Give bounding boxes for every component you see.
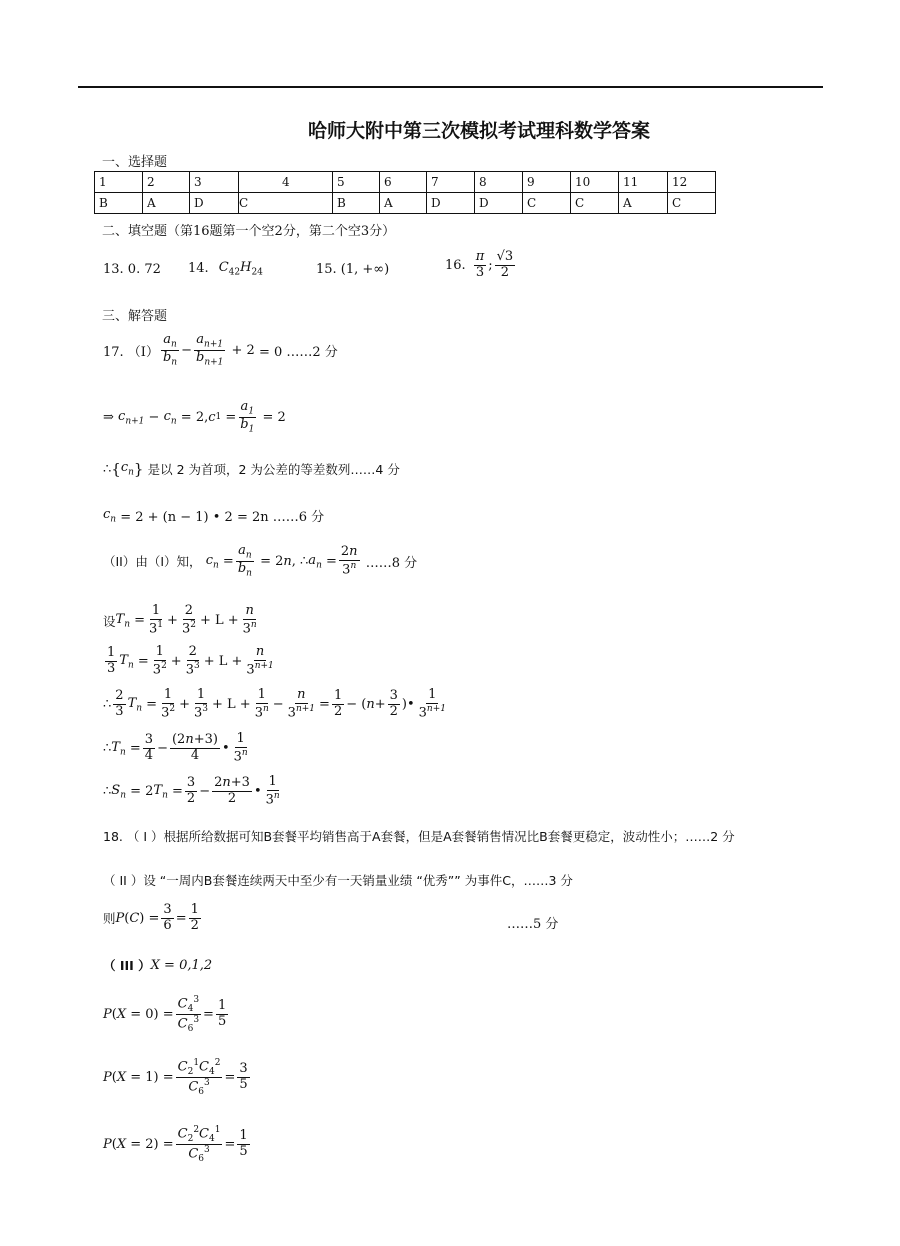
fill-answer-15: 15. (1, +∞) — [316, 262, 390, 277]
table-cell: D — [475, 193, 523, 214]
table-cell: B — [333, 193, 380, 214]
table-cell: 3 — [190, 172, 239, 193]
table-cell: 1 — [95, 172, 143, 193]
q17-line-3: ∴ { $c_n$ } 是以 2 为首项，2 为公差的等差数列……4 分 — [103, 460, 400, 478]
q17-set-label: 设 — [103, 613, 116, 629]
fill-answer-16: 16. $\frac{\pi}{3}$ ; $\frac{√3}{2}$ — [445, 249, 514, 280]
q18-then-label: 则 — [103, 911, 116, 927]
section-solution-heading: 三、解答题 — [102, 309, 168, 324]
table-cell: 12 — [668, 172, 716, 193]
table-cell: A — [143, 193, 190, 214]
table-cell: C — [668, 193, 716, 214]
table-cell: D — [190, 193, 239, 214]
table-cell: 10 — [571, 172, 619, 193]
q17-line-10: ∴ $S_n$ = 2 $T_n$ = $\frac{3}{2}$ − $\frac{2n+3}{2}$ • $\frac{1}{3^n}$ — [103, 774, 280, 808]
q17-line-5: （II）由（I）知， $c_n$ = $\frac{a_n}{b_n}$ = 2 n , ∴ $a_n$ = $\frac{2n}{3^n}$ ……8 分 — [103, 543, 418, 579]
section-choice-heading: 一、选择题 — [102, 155, 168, 170]
q17-line-9: ∴ $T_n$ = $\frac{3}{4}$ − $\frac{(2n+3)}{4}$ • $\frac{1}{3^n}$ — [103, 731, 248, 765]
q18-p-x2: P ( X = 2) = $\frac{C_2^2C_4^1}{C_6^3}$ = $\frac{1}{5}$ — [103, 1125, 248, 1165]
section-fill-heading: 二、填空题（第16题第一个空2分，第二个空3分） — [102, 224, 396, 239]
q18-score-5: ……5 分 — [507, 917, 559, 932]
top-rule — [78, 86, 823, 88]
table-cell: D — [427, 193, 475, 214]
choice-answer-table — [94, 171, 716, 214]
q17-line-4: $c_n$ = 2 + (n − 1) • 2 = 2n ……6 分 — [103, 506, 325, 525]
choice-number-row — [95, 172, 716, 193]
q17-line-7: $\frac{1}{3}$ $T_n$ = $\frac{1}{3^2}$ + $\frac{2}{3^3}$ + L + $\frac{n}{3^{n+1}}$ — [107, 644, 274, 678]
q18-part2: （ II ）设 “一周内B套餐连续两天中至少有一天销量业绩 “优秀”” 为事件C，……3 分 — [103, 873, 573, 888]
fill-answer-13: 13. 0. 72 — [103, 262, 161, 277]
table-cell: 5 — [333, 172, 380, 193]
q18-part3-label: （ III ） — [103, 958, 151, 973]
q17-cn-formula: = 2 + (n − 1) • 2 = 2n ……6 分 — [120, 510, 325, 525]
table-cell: 2 — [143, 172, 190, 193]
table-cell: C — [571, 193, 619, 214]
q17-part2-label: （II）由（I）知， — [103, 554, 202, 570]
table-cell: B — [95, 193, 143, 214]
table-cell: 7 — [427, 172, 475, 193]
table-cell: 6 — [380, 172, 427, 193]
table-cell: A — [619, 193, 668, 214]
table-cell: 8 — [475, 172, 523, 193]
q17-arithmetic-text: 是以 2 为首项，2 为公差的等差数列……4 分 — [147, 462, 400, 477]
q17-line-2: ⇒ $c_{n+1}$ − $c_n$ = 2, c 1 = $\frac{a_1}{b_1}$ = 2 — [103, 399, 286, 435]
q18-part3 — [103, 956, 212, 974]
q18-part1: 18. （ I ）根据所给数据可知B套餐平均销售高于A套餐，但是A套餐销售情况比B套餐更稳定，波动性小；……2 分 — [103, 829, 735, 844]
q18-line-pc: 则 P ( C ) = $\frac{3}{6}$ = $\frac{1}{2}$ — [103, 902, 199, 933]
q17-label: 17. （I） — [103, 344, 159, 360]
table-cell: A — [380, 193, 427, 214]
q17-score-8: ……8 分 — [365, 555, 418, 571]
page-title: 哈师大附中第三次模拟考试理科数学答案 — [308, 120, 651, 142]
q17-line-8: ∴ $\frac{2}{3}$ $T_n$ = $\frac{1}{3^2}$ + $\frac{1}{3^3}$ + L + $\frac{1}{3^n}$ − $\frac{n}{3^{n+1}}$ = $\frac{1}{2}$ − ( n + $\frac{3}{2}$ )• $\frac{1}{3^{n+1}}$ — [103, 687, 446, 721]
q17-c1-value: = 2 — [262, 409, 286, 425]
table-cell: C — [523, 193, 571, 214]
q17-score-2: = 0 ……2 分 — [258, 344, 338, 360]
table-cell: 11 — [619, 172, 668, 193]
table-cell: 9 — [523, 172, 571, 193]
q17-line-1: 17. （I） $\frac{a_n}{b_n}$ − $\frac{a_{n+1}}{b_{n+1}}$ + 2 = 0 ……2 分 — [103, 332, 338, 368]
fill-answer-14: 14. $C_{42}H_{24}$ — [188, 260, 263, 278]
table-cell: 4 — [239, 172, 333, 193]
fill-label-14: 14. — [188, 261, 209, 277]
choice-answer-row — [95, 193, 716, 214]
q18-p-x0: P ( X = 0) = $\frac{C_4^3}{C_6^3}$ = $\frac{1}{5}$ — [103, 995, 227, 1035]
q18-p-x1: P ( X = 1) = $\frac{C_2^1C_4^2}{C_6^3}$ = $\frac{3}{5}$ — [103, 1058, 248, 1098]
fill-label-16: 16. — [445, 257, 466, 273]
table-cell: C — [239, 193, 333, 214]
q18-x-values: X = 0,1,2 — [150, 957, 213, 973]
q17-line-6: 设 $T_n$ = $\frac{1}{3^1}$ + $\frac{2}{3^2}$ + L + $\frac{n}{3^n}$ — [103, 603, 257, 637]
